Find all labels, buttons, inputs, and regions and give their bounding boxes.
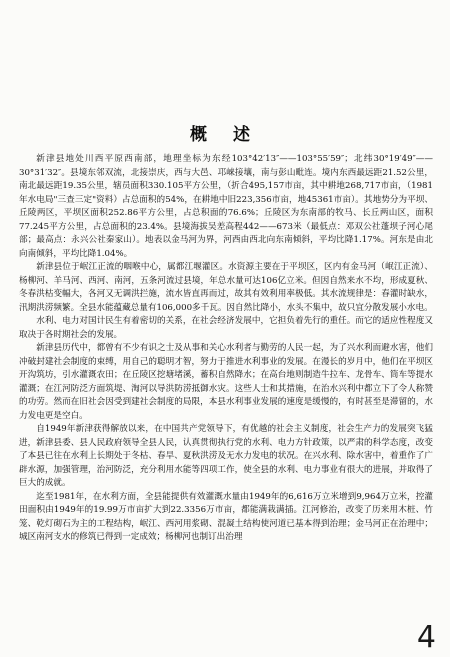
page-number: 4 [416, 620, 436, 655]
body-text [19, 153, 433, 545]
paragraph-1981-status: 迄至1981年，在水利方面，全县能提供有效灌溉水量由1949年的6,616万立米增到9,964万立米，控灌田面积由1949年的19.99万市亩扩大到22.3356万市亩，都能满栽满插。江河修治，改变了历来用木桩、竹笼、乾灯砌石为主的工程结构，岷江、西河用浆砌、混凝土结构使河道已基本得到治理；金马河正在治理中；城区南河支水的修筑已得到一定成效；杨柳河也制订出治理 [19, 491, 433, 542]
paragraph-history: 新津县历代中，都曾有不少有识之士及从事和关心水利者与勤劳的人民一起，为了兴水利而避水害，他们冲破封建社会制度的束缚，用自己的聪明才智，努力于推进水利事业的发展。在漫长的岁月中，他们在平坝区开沟筑坊，引水灌溉农田；在丘陵区挖塘堵溪，蓄积自然降水；在高台地则制造牛拉车、龙骨车、筒车等提水灌溉；在江河防泛方面筑堤、淘河以导洪防涝抵御水灾。这些人士和其措施，在治水兴利中都立下了令人称赞的功劳。然而在旧社会因受到建社会制度的局限，本县水利事业发展的速度是缓慢的，有时甚至是滞留的，水力发电更是空白。 [19, 343, 433, 421]
paragraph-water-resources: 新津县位于岷江正流的咽喉中心，属都江堰灌区。水资源主要在于平坝区，区内有金马河（岷江正流）、杨柳河、羊马河、西河、南河，五条河流过县境，年总水量可达106亿立米。但因自然来水不均，形成夏秋、冬春洪枯变幅大，各河又无调洪拦施，流水皆直再而过，故其有效利用率极低。其水流规律是：春灌时缺水，汛期洪涝频繁。全县水能蕴藏总量有106,000多千瓦。因自然比降小，水头不集中，故只宜分散发展小水电。 [19, 262, 433, 313]
paragraph-location: 新津县地处川西平原西南部，地理坐标为东经103°42′13″——103°55′59″；北纬30°19′49″——30°31′32″。县境东邻双流，北接崇庆，西与大邑、邛崃接壤，南与彭山毗连。境内东西最远距21.52公里，南北最远距19.35公里，辖员面积330.105平方公里，（折合495,157市亩，其中耕地268,717市亩，（1981年水电局"三查三定"资料）占总面积的54%，在耕地中旧223,356市亩，地45361市亩）。其地势分为平坝、丘陵两区，平坝区面积252.86平方公里，占总积面的76.6%；丘陵区为东南部的牧马、长丘两山区，面积77.245平方公里，占总面积的23.4%。县境海拔吴差高程442——673米（最低点：邓双公社蓬坝子河心尾部；最高点：永兴公社秦家山）。地表以金马河为界，河西由西北向东南倾斜，平均比降1.17%。河东是由北向南倾斜，平均比降1.04%。 [19, 154, 433, 259]
page-title: 概 述 [190, 125, 260, 145]
paragraph-since-1949: 自1949年新津获得解放以来，在中国共产党领导下，有优越的社会主义制度，社会生产力的发展突飞猛进，新津县委、县人民政府领导全县人民，认真贯彻执行党的水利、电力方针政策，以严肃的科学态度，改变了本县已往在水利上长期处于冬枯、春旱、夏秋洪涝及无水力发电的状况。在兴水利、除水害中，着重作了广辟水源，加强管理，治河防泛，充分利用水能等四项工作，使全县的水利、电力事业有很大的进展，并取得了巨大的成就。 [19, 424, 433, 488]
paragraph-water-power-role: 水利、电力对国计民生有着密切的关系，在社会经济发展中，它担负着先行的重任。而它的适应性程度又取决于各时期社会的发展。 [19, 316, 433, 340]
